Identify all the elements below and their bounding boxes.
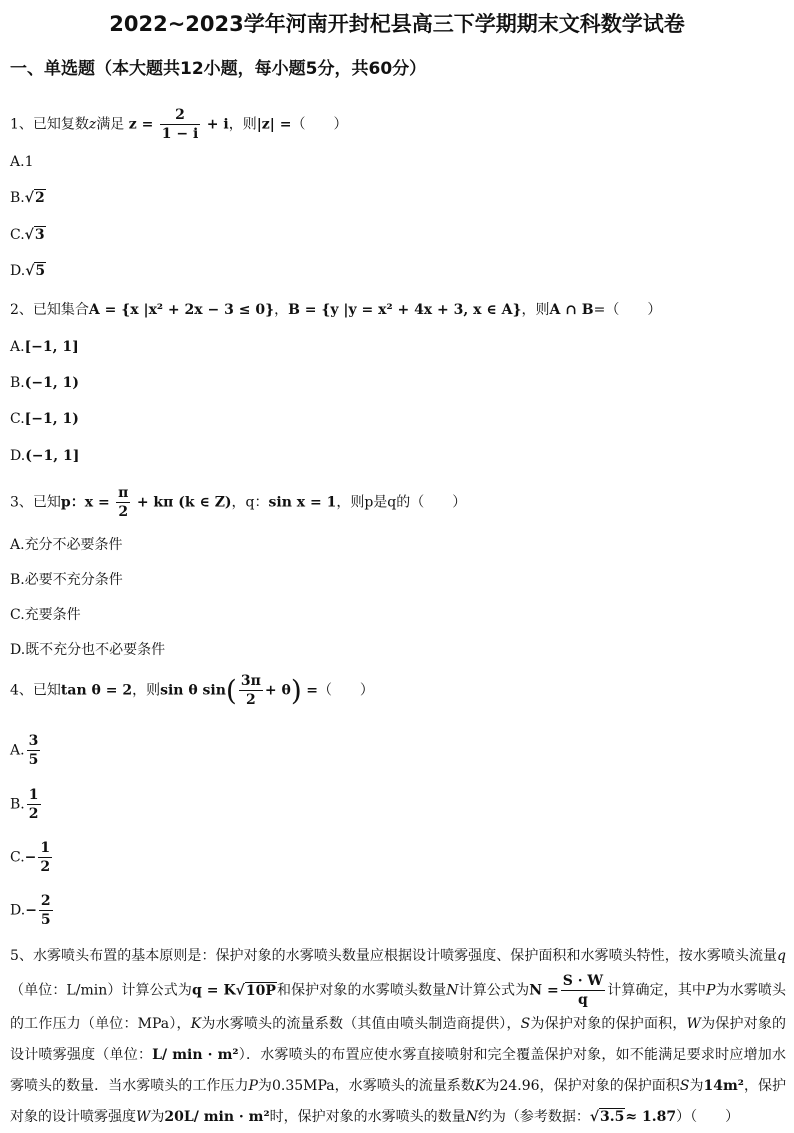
question-5: 5、水雾喷头布置的基本原则是：保护对象的水雾喷头数量应根据设计喷雾强度、保护面积和水雾喷头特性，按水雾喷头流量q（单位：L/min）计算公式为q = K√10P和保护对象的水雾喷头数量N计算公式为N = $\frac{S \cdot W}{q}$ 计算确定，其中P为水雾喷头的工作压力（单位：MPa），K为水雾喷头的流量系数（其值由喷头制造商提供），S为保护对象的保护面积，W为保护对象的设计喷雾强度（单位：L/ min · m²）．水雾喷头的布置应使水雾直接喷射和完全覆盖保护对象，如不能满足要求时应增加水雾喷头的数量．当水雾喷头的工作压力P为0.35MPa，水雾喷头的流量系数K为24.96，保护对象的保护面积S为14m²，保护对象的设计喷雾强度W为20L/ min · m²时，保护对象的水雾喷头的数量N约为（参考数据：√3.5≈ 1.87）（ ） <box>10 948 787 1125</box>
q4-option-c: C.− $\frac{1}{2}$ <box>10 840 51 875</box>
question-1: 1、已知复数z满足 z = $\frac{2}{1 - i}$ + i，则|z| =（ ） <box>10 107 348 142</box>
section-heading: 一、单选题（本大题共12小题，每小题5分，共60分） <box>10 59 427 79</box>
q3-option-c: C.充要条件 <box>10 607 81 623</box>
q5-fraction: $\frac{S \cdot W}{q}$ <box>562 973 604 1008</box>
q1-option-a: A.1 <box>10 154 34 170</box>
q1-option-d: D.√5 <box>10 263 46 279</box>
q2-option-d: D.(−1, 1] <box>10 448 80 464</box>
q3-option-d: D.既不充分也不必要条件 <box>10 642 166 658</box>
q2-option-b: B.(−1, 1) <box>10 375 79 391</box>
q4-option-b: B. $\frac{1}{2}$ <box>10 787 39 822</box>
q2-option-a: A.[−1, 1] <box>10 339 79 355</box>
question-3: 3、已知p：x = $\frac{\pi}{2}$ + kπ (k ∈ Z)，q：sin x = 1，则p是q的（ ） <box>10 485 467 520</box>
q4-option-d: D.− $\frac{2}{5}$ <box>10 893 51 928</box>
q3-option-a: A.充分不必要条件 <box>10 537 123 553</box>
page-title: 2022~2023学年河南开封杞县高三下学期期末文科数学试卷 <box>109 12 685 36</box>
q1-fraction: $\frac{2}{1 - i}$ <box>161 107 199 142</box>
question-4: 4、已知tan θ = 2，则sin θ sin( $\frac{3\pi}{2}$ + θ) =（ ） <box>10 673 374 708</box>
question-2: 2、已知集合A = {x |x² + 2x − 3 ≤ 0}，B = {y |y = x² + 4x + 3, x ∈ A}，则A ∩ B=（ ） <box>10 302 662 318</box>
q3-fraction: $\frac{\pi}{2}$ <box>118 485 129 520</box>
q1-option-b: B.√2 <box>10 190 45 206</box>
q2-option-c: C.[−1, 1) <box>10 411 79 427</box>
q4-option-a: A. $\frac{3}{5}$ <box>10 733 39 768</box>
q4-fraction: $\frac{3\pi}{2}$ <box>240 673 261 708</box>
q3-option-b: B.必要不充分条件 <box>10 572 123 588</box>
q1-option-c: C.√3 <box>10 227 45 243</box>
